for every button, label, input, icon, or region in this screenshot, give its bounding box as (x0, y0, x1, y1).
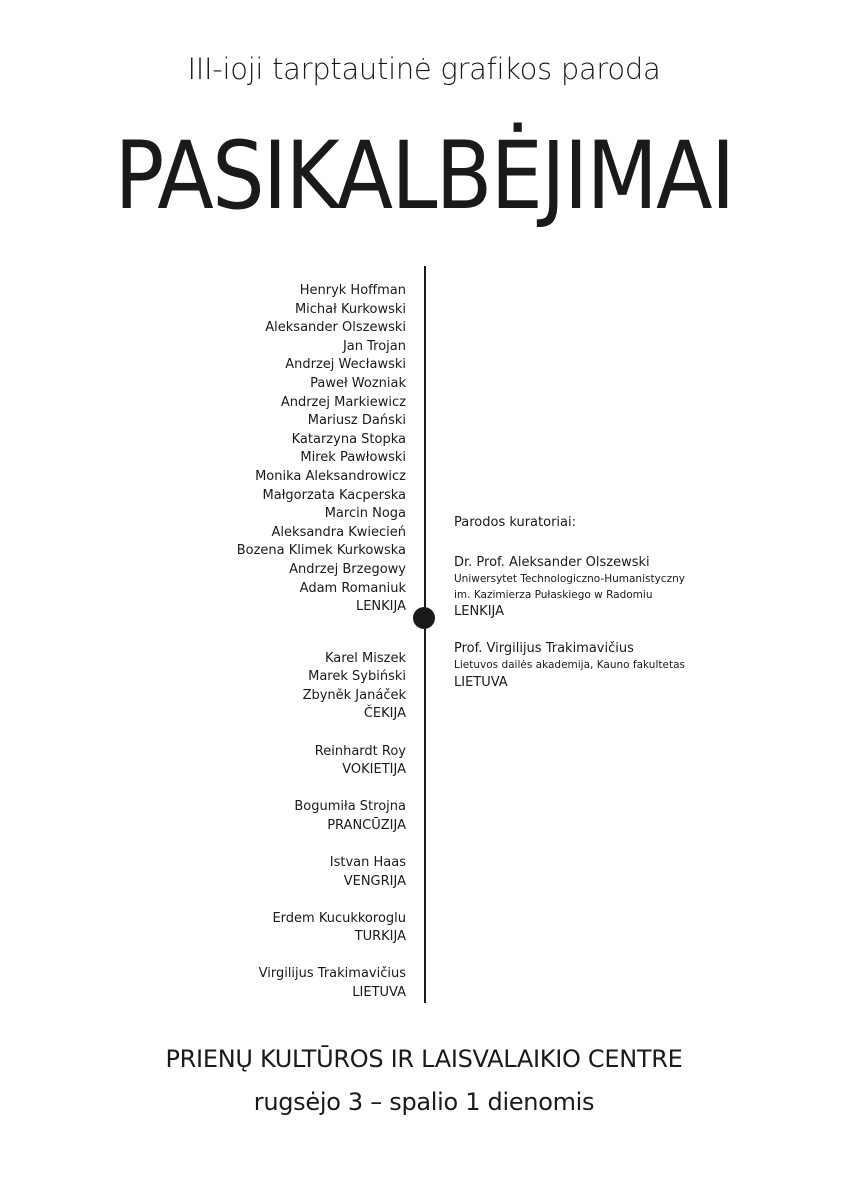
artist-group-germany (237, 743, 406, 780)
curator-entry (454, 640, 685, 693)
artist-name: Bogumiła Strojna (294, 799, 406, 815)
artist-group-czechia (237, 650, 406, 724)
curator-affiliation: im. Kazimierza Pułaskiego w Radomiu (454, 588, 653, 601)
timeline-line (424, 266, 426, 1003)
country-label: TURKIJA (354, 929, 406, 945)
curator-affiliation: Uniwersytet Technologiczno-Humanistyczny (454, 573, 685, 586)
curator-name: Dr. Prof. Aleksander Olszewski (454, 554, 650, 570)
artist-name: Mirek Pawłowski (300, 450, 406, 466)
curators-section (454, 514, 685, 710)
artist-name: Marcin Noga (324, 506, 406, 522)
artist-name: Henryk Hoffman (299, 283, 406, 298)
country-label: PRANCŪZIJA (327, 817, 406, 833)
artist-name: Erdem Kucukkoroglu (272, 910, 406, 926)
artist-name: Andrzej Markiewicz (280, 394, 406, 410)
dates-text: rugsėjo 3 – spalio 1 dienomis (253, 1088, 595, 1116)
artist-name: Reinhardt Roy (314, 743, 406, 759)
curators-label: Parodos kuratoriai: (454, 515, 576, 530)
artist-name: Andrzej Wecławski (285, 357, 406, 373)
country-label: VENGRIJA (343, 873, 406, 889)
artist-group-hungary (237, 854, 406, 891)
artist-name: Virgilijus Trakimavičius (258, 966, 406, 982)
artist-group-poland (237, 282, 406, 617)
exhibition-title: PASIKALBĖJIMAI (114, 122, 734, 231)
artist-name: Marek Sybiński (308, 669, 406, 685)
artist-name: Paweł Wozniak (310, 375, 406, 391)
curator-affiliation: Lietuvos dailės akademija, Kauno fakultetas (454, 659, 685, 672)
exhibition-subtitle: III-ioji tarptautinė grafikos paroda (187, 52, 661, 86)
artist-name: Małgorzata Kacperska (262, 487, 406, 503)
artists-list (237, 282, 406, 1021)
artist-name: Adam Romaniuk (299, 580, 406, 596)
artist-name: Michał Kurkowski (294, 301, 406, 317)
curator-country: LENKIJA (454, 604, 505, 620)
curator-name: Prof. Virgilijus Trakimavičius (454, 640, 634, 656)
artist-name: Aleksandra Kwiecień (271, 524, 406, 540)
country-label: VOKIETIJA (342, 762, 406, 778)
curator-entry (454, 554, 685, 622)
artist-name: Jan Trojan (342, 338, 406, 354)
artist-name: Monika Aleksandrowicz (255, 468, 406, 484)
artist-group-lithuania (237, 965, 406, 1002)
country-label: LENKIJA (355, 599, 406, 615)
artist-name: Zbyněk Janáček (302, 687, 406, 703)
artist-name: Karel Miszek (324, 650, 406, 666)
artist-name: Istvan Haas (329, 854, 406, 870)
curator-country: LIETUVA (454, 674, 508, 690)
artist-group-turkey (237, 910, 406, 947)
timeline-dot (413, 607, 435, 629)
artist-name: Mariusz Dański (307, 413, 406, 429)
venue-text: PRIENŲ KULTŪROS IR LAISVALAIKIO CENTRE (165, 1045, 683, 1073)
country-label: LIETUVA (352, 984, 406, 1000)
artist-group-france (237, 798, 406, 835)
artist-name: Katarzyna Stopka (291, 431, 406, 447)
artist-name: Aleksander Olszewski (265, 320, 406, 336)
country-label: ČEKIJA (363, 706, 406, 722)
artist-name: Bozena Klimek Kurkowska (236, 543, 406, 559)
artist-name: Andrzej Brzegowy (289, 561, 406, 577)
